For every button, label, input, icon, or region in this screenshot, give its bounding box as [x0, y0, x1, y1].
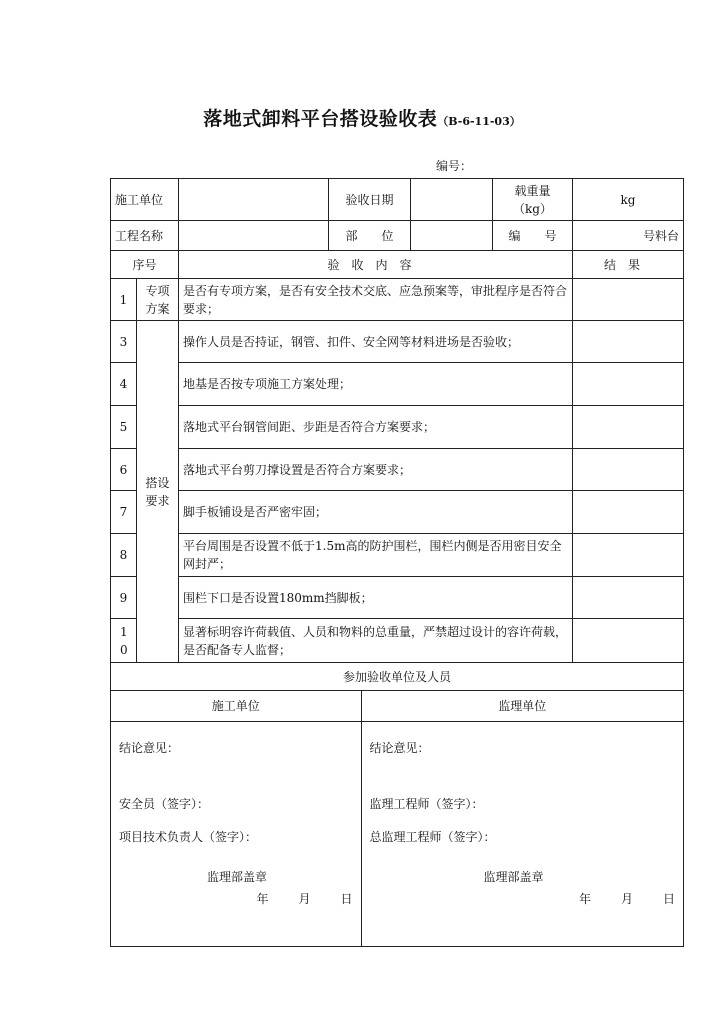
item-text: 落地式平台剪刀撑设置是否符合方案要求； — [179, 449, 573, 491]
construction-date[interactable] — [226, 890, 352, 908]
table-row — [111, 577, 684, 619]
item-seq: 8 — [111, 534, 137, 577]
item-seq: 6 — [111, 449, 137, 491]
table-row — [111, 534, 684, 577]
item-text: 操作人员是否持证，钢管、扣件、安全网等材料进场是否验收； — [179, 321, 573, 363]
construction-signature-block — [111, 722, 361, 947]
table-row — [111, 491, 684, 534]
serial-number-label: 编号： — [436, 159, 473, 173]
inspection-date-value[interactable] — [411, 179, 493, 221]
construction-unit-label: 施工单位 — [111, 179, 179, 221]
year-label: 年 — [256, 892, 269, 906]
year-label: 年 — [578, 892, 591, 906]
tech-lead-signature[interactable]: 项目技术负责人（签字）： — [119, 830, 258, 844]
signature-body-row — [111, 722, 683, 947]
construction-unit-value[interactable] — [179, 179, 329, 221]
table-row — [111, 279, 684, 321]
item-text: 地基是否按专项施工方案处理； — [179, 363, 573, 406]
supervision-stamp-label: 监理部盖章 — [483, 870, 544, 884]
group-category: 搭设要求 — [137, 321, 179, 663]
item-text: 落地式平台钢管间距、步距是否符合方案要求； — [179, 406, 573, 449]
item-seq: 3 — [111, 321, 137, 363]
item-result[interactable] — [573, 534, 684, 577]
header-row-3 — [111, 251, 684, 279]
item-seq: 9 — [111, 577, 137, 619]
item-result[interactable] — [573, 449, 684, 491]
signature-row — [111, 691, 684, 947]
load-label-line1: 载重量 — [514, 183, 551, 198]
title-text: 落地式卸料平台搭设验收表 — [203, 108, 438, 130]
signature-header-row — [111, 691, 683, 722]
participants-label: 参加验收单位及人员 — [111, 663, 684, 691]
inspection-table — [110, 178, 684, 947]
item-result[interactable] — [573, 406, 684, 449]
item-seq: 7 — [111, 491, 137, 534]
day-label: 日 — [663, 892, 676, 906]
signature-area — [111, 691, 684, 947]
header-row-1 — [111, 179, 684, 221]
item-seq: 5 — [111, 406, 137, 449]
table-row — [111, 449, 684, 491]
item-text: 显著标明容许荷载值、人员和物料的总重量，严禁超过设计的容许荷载，是否配备专人监督； — [179, 619, 573, 663]
table-row — [111, 619, 684, 663]
load-capacity-label — [493, 179, 573, 221]
item-seq: 10 — [111, 619, 137, 663]
form-code: （B-6-11-03） — [437, 115, 521, 128]
construction-stamp-label: 监理部盖章 — [207, 870, 268, 884]
item-text: 脚手板铺设是否严密牢固； — [179, 491, 573, 534]
location-value[interactable] — [411, 221, 493, 251]
item-seq: 4 — [111, 363, 137, 406]
item-result[interactable] — [573, 619, 684, 663]
table-row — [111, 363, 684, 406]
construction-unit-title: 施工单位 — [111, 691, 361, 722]
day-label: 日 — [340, 892, 353, 906]
participants-row — [111, 663, 684, 691]
location-label: 部 位 — [329, 221, 411, 251]
table-row — [111, 406, 684, 449]
load-capacity-value[interactable]: kg — [573, 179, 684, 221]
item-result[interactable] — [573, 491, 684, 534]
header-row-2 — [111, 221, 684, 251]
chief-engineer-signature[interactable]: 总监理工程师（签字）： — [369, 830, 496, 844]
inspection-date-label: 验收日期 — [329, 179, 411, 221]
platform-number-value[interactable]: 号料台 — [573, 221, 684, 251]
item-text: 围栏下口是否设置180mm挡脚板； — [179, 577, 573, 619]
load-label-line2: （kg） — [513, 201, 552, 216]
safety-officer-signature[interactable]: 安全员（签字）： — [119, 797, 210, 811]
item-result[interactable] — [573, 279, 684, 321]
supervision-date[interactable] — [549, 890, 675, 908]
item-result[interactable] — [573, 363, 684, 406]
month-label: 月 — [620, 892, 633, 906]
content-header: 验收内容 — [179, 251, 573, 279]
item-text: 平台周围是否设置不低于1.5m高的防护围栏，围栏内侧是否用密目安全网封严； — [179, 534, 573, 577]
project-name-value[interactable] — [179, 221, 329, 251]
result-header: 结果 — [573, 251, 684, 279]
item-seq: 1 — [111, 279, 137, 321]
construction-conclusion-label: 结论意见： — [119, 741, 180, 755]
number-label: 编 号 — [493, 221, 573, 251]
month-label: 月 — [298, 892, 311, 906]
seq-header: 序号 — [111, 251, 179, 279]
supervising-engineer-signature[interactable]: 监理工程师（签字）： — [369, 797, 484, 811]
supervision-unit-title: 监理单位 — [361, 691, 683, 722]
item-result[interactable] — [573, 321, 684, 363]
supervision-conclusion-label: 结论意见： — [369, 741, 430, 755]
project-name-label: 工程名称 — [111, 221, 179, 251]
supervision-signature-block — [361, 722, 683, 947]
table-row — [111, 321, 684, 363]
item-text: 是否有专项方案，是否有安全技术交底、应急预案等，审批程序是否符合要求； — [179, 279, 573, 321]
page-title — [0, 104, 724, 131]
signature-table — [111, 691, 683, 946]
item-result[interactable] — [573, 577, 684, 619]
item-category: 专项方案 — [137, 279, 179, 321]
